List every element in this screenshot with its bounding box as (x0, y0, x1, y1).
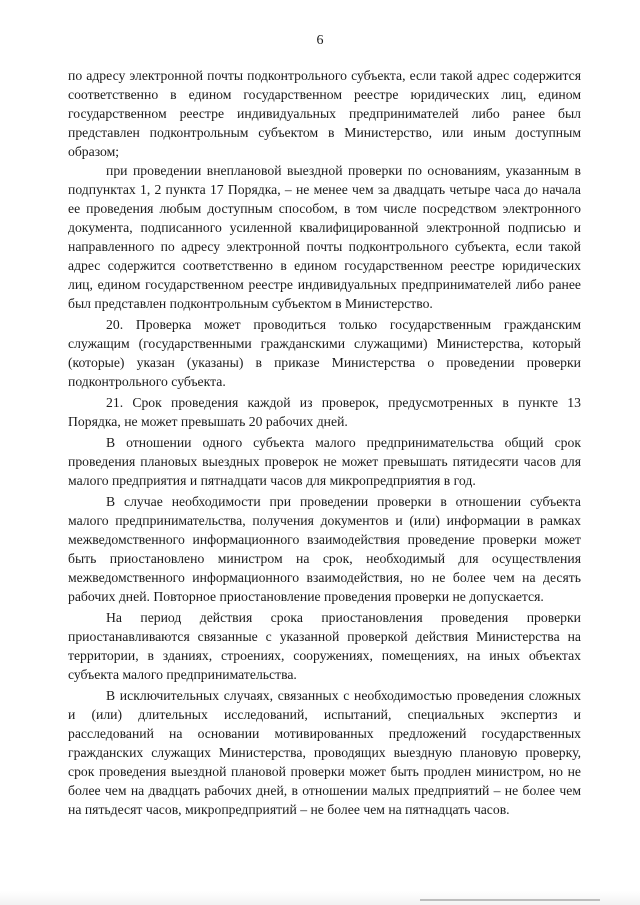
paragraph-unplanned-inspection: при проведении внеплановой выездной проверки по основаниям, указанным в подпунктах 1, 2 пункта 17 Порядка, – не менее чем за двадцать четыре часа до начала ее проведения любым доступным способом, в том числе посредством электронного документа, подписанного усиленной квалифицированной электронной подписью и направленного по адресу электронной почты подконтрольного субъекта, если такой адрес содержится соответственно в едином государственном реестре юридических лиц, едином государственном реестре индивидуальных предпринимателей либо ранее был представлен подконтрольным субъектом в Министерство. (68, 163, 581, 311)
paragraph-continuation: по адресу электронной почты подконтрольного субъекта, если такой адрес содержится соответственно в едином государственном реестре юридических лиц, едином государственном реестре индивидуальных предпринимателей либо ранее был представлен подконтрольным субъектом в Министерство, или иным доступным образом; (68, 68, 581, 159)
document-body (68, 66, 581, 819)
paragraph-item-20: 20. Проверка может проводиться только государственным гражданским служащим (государственными гражданскими служащими) Министерства, который (которые) указан (указаны) в приказе Министерства о проведении проверки подконтрольного субъекта. (68, 317, 581, 389)
paragraph-extension: В исключительных случаях, связанных с необходимостью проведения сложных и (или) длительных исследований, испытаний, специальных экспертиз и расследований на основании мотивированных предложений государственных гражданских служащих Министерства, проводящих выездную плановую проверку, срок проведения выездной плановой проверки может быть продлен министром, но не более чем на двадцать рабочих дней, в отношении малых предприятий – не более чем на пятьдесят часов, микропредприятий – не более чем на пятнадцать часов. (68, 688, 581, 817)
paragraph-suspension: В случае необходимости при проведении проверки в отношении субъекта малого предпринимательства, получения документов и (или) информации в рамках межведомственного информационного взаимодействия проведение проверки может быть приостановлено министром на срок, необходимый для осуществления межведомственного информационного взаимодействия, но не более чем на десять рабочих дней. Повторное приостановление проведения проверки не допускается. (68, 494, 581, 604)
paragraph-suspension-period: На период действия срока приостановления проведения проверки приостанавливаются связанные с указанной проверкой действия Министерства на территории, в зданиях, строениях, сооружениях, помещениях, на иных объектах субъекта малого предпринимательства. (68, 610, 581, 682)
scan-artifact-line (420, 899, 600, 901)
paragraph-item-21: 21. Срок проведения каждой из проверок, предусмотренных в пункте 13 Порядка, не может превышать 20 рабочих дней. (68, 395, 581, 429)
scan-bottom-edge (0, 891, 640, 905)
page-number: 6 (316, 33, 324, 48)
paragraph-small-business-limit: В отношении одного субъекта малого предпринимательства общий срок проведения плановых выездных проверок не может превышать пятидесяти часов для малого предприятия и пятнадцати часов для микропредприятия в год. (68, 435, 581, 488)
